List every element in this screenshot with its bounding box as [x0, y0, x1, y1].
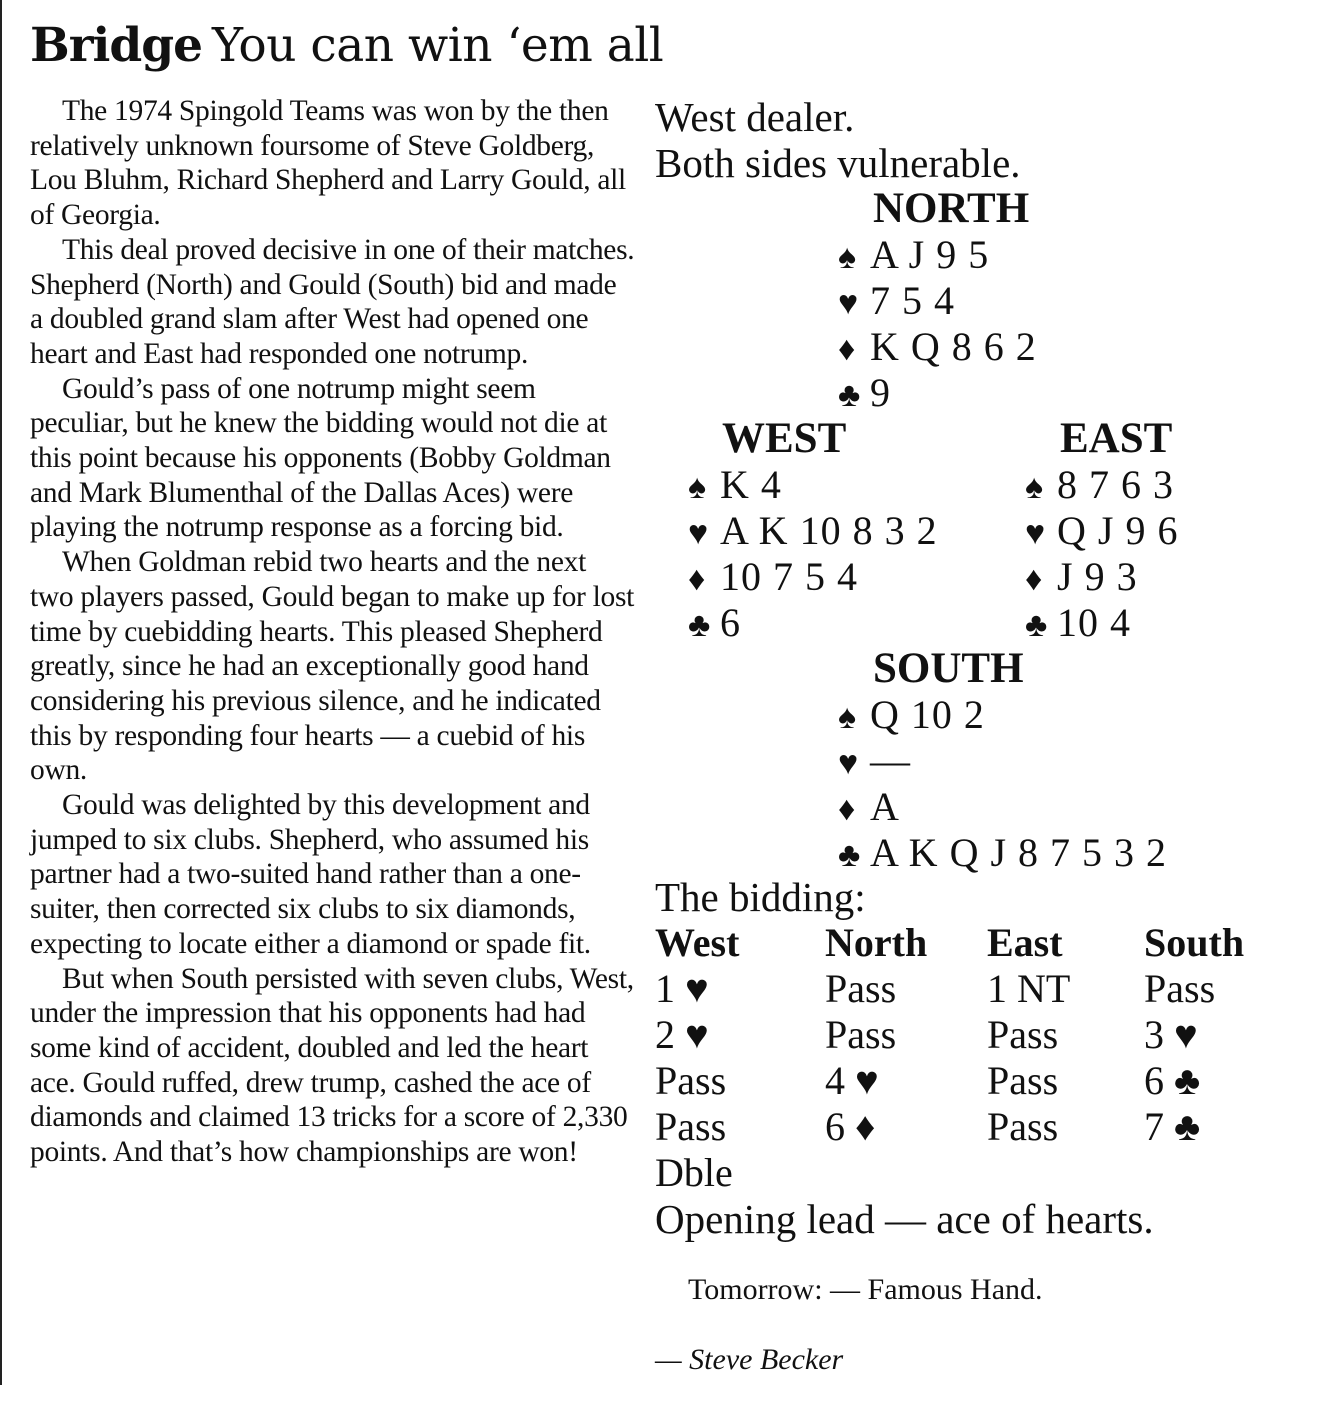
dealer-line: West dealer.: [655, 94, 855, 140]
heart-icon: ♥: [1025, 515, 1047, 552]
north-diamonds: [838, 324, 1037, 373]
bidding-header-east: East: [987, 920, 1063, 965]
west-diamonds-cards: 10 7 5 4: [720, 554, 858, 599]
club-icon: ♣: [688, 607, 712, 644]
vulnerability-line: Both sides vulnerable.: [655, 140, 1021, 186]
south-diamonds-cards: A: [870, 784, 900, 829]
bid-cell: 6 ♦: [825, 1104, 876, 1149]
spade-icon: ♠: [838, 699, 858, 736]
west-clubs: [688, 600, 741, 649]
article-paragraph: Gould was delighted by this development and jumped to six clubs. Shepherd, who assumed his partner had a two-suited hand rather than a one-suiter, then corrected six clubs to six diamonds, expecting to locate either a diamond or spade fit.: [30, 789, 591, 960]
bid-cell: Pass: [987, 1104, 1059, 1149]
east-clubs-cards: 10 4: [1057, 600, 1131, 645]
south-spades-cards: Q 10 2: [870, 692, 985, 737]
bid-cell: Dble: [655, 1150, 733, 1195]
article-paragraph: This deal proved decisive in one of their matches. Shepherd (North) and Gould (South) bid and made a doubled grand slam after West had opened one heart and East had responded one notrump.: [30, 233, 635, 370]
south-label: SOUTH: [873, 645, 1024, 692]
heart-icon: ♥: [688, 515, 710, 552]
south-clubs: [838, 830, 1167, 879]
article-body: [30, 94, 635, 1170]
bid-cell: Pass: [987, 1058, 1059, 1103]
south-hearts: [838, 738, 911, 787]
diamond-icon: ♦: [838, 791, 857, 828]
east-spades-cards: 8 7 6 3: [1057, 462, 1174, 507]
spade-icon: ♠: [838, 239, 858, 276]
north-spades-cards: A J 9 5: [870, 232, 990, 277]
east-clubs: [1025, 600, 1131, 649]
heart-icon: ♥: [838, 285, 860, 322]
east-label: EAST: [1060, 415, 1173, 462]
bidding-header-north: North: [825, 920, 928, 965]
club-icon: ♣: [838, 377, 862, 414]
diamond-icon: ♦: [838, 331, 857, 368]
east-hearts: [1025, 508, 1178, 557]
headline-kicker: Bridge: [30, 18, 202, 73]
headline: [30, 14, 663, 78]
bid-cell: Pass: [1144, 966, 1216, 1011]
bidding-header-west: West: [655, 920, 740, 965]
column-rule: [0, 0, 2, 1385]
north-hearts: [838, 278, 955, 327]
headline-text: You can win ‘em all: [211, 18, 664, 73]
diamond-icon: ♦: [1025, 561, 1044, 598]
north-diamonds-cards: K Q 8 6 2: [870, 324, 1037, 369]
article-paragraph: When Goldman rebid two hearts and the next two players passed, Gould began to make up for lost time by cuebidding hearts. This pleased Shepherd greatly, since he had an exceptionally good hand considering his previous silence, and he indicated this by responding four hearts — a cuebid of his own.: [30, 546, 635, 787]
east-diamonds: [1025, 554, 1138, 603]
west-spades-cards: K 4: [720, 462, 782, 507]
heart-icon: ♥: [838, 745, 860, 782]
west-clubs-cards: 6: [720, 600, 741, 645]
west-label: WEST: [722, 415, 847, 462]
bid-cell: 7 ♣: [1144, 1104, 1201, 1149]
bidding-title: The bidding:: [655, 874, 866, 920]
west-diamonds: [688, 554, 858, 603]
bidding-header-south: South: [1144, 920, 1245, 965]
spade-icon: ♠: [688, 469, 708, 506]
bid-cell: Pass: [825, 966, 897, 1011]
west-hearts: [688, 508, 938, 557]
south-diamonds: [838, 784, 900, 833]
south-clubs-cards: A K Q J 8 7 5 3 2: [870, 830, 1168, 875]
bid-cell: Pass: [825, 1012, 897, 1057]
east-hearts-cards: Q J 9 6: [1057, 508, 1179, 553]
bid-cell: Pass: [655, 1058, 727, 1103]
bid-cell: 1 NT: [987, 966, 1071, 1011]
bid-cell: Pass: [655, 1104, 727, 1149]
north-spades: [838, 232, 989, 281]
opening-lead: Opening lead — ace of hearts.: [655, 1196, 1154, 1242]
north-clubs-cards: 9: [870, 370, 891, 415]
bid-cell: 1 ♥: [655, 966, 709, 1011]
club-icon: ♣: [1025, 607, 1049, 644]
article-paragraph: But when South persisted with seven clubs, West, under the impression that his opponents had had some kind of accident, doubled and led the heart ace. Gould ruffed, drew trump, cashed the ace of diamonds and claimed 13 tricks for a score of 2,330 points. And that’s how championships are won!: [30, 962, 634, 1169]
south-hearts-cards: —: [870, 738, 911, 783]
west-hearts-cards: A K 10 8 3 2: [720, 508, 938, 553]
east-spades: [1025, 462, 1174, 511]
west-spades: [688, 462, 782, 511]
bid-cell: 2 ♥: [655, 1012, 709, 1057]
south-spades: [838, 692, 985, 741]
bid-cell: 4 ♥: [825, 1058, 879, 1103]
bid-cell: 3 ♥: [1144, 1012, 1198, 1057]
east-diamonds-cards: J 9 3: [1057, 554, 1138, 599]
north-clubs: [838, 370, 891, 419]
byline: — Steve Becker: [655, 1343, 844, 1376]
north-label: NORTH: [873, 185, 1030, 232]
tomorrow-note: Tomorrow: — Famous Hand.: [688, 1273, 1043, 1306]
article-paragraph: The 1974 Spingold Teams was won by the then relatively unknown foursome of Steve Goldberg, Lou Bluhm, Richard Shepherd and Larry Gould, all of Georgia.: [30, 95, 626, 232]
spade-icon: ♠: [1025, 469, 1045, 506]
diamond-icon: ♦: [688, 561, 707, 598]
bid-cell: Pass: [987, 1012, 1059, 1057]
article-paragraph: Gould’s pass of one notrump might seem peculiar, but he knew the bidding would not die at this point because his opponents (Bobby Goldman and Mark Blumenthal of the Dallas Aces) were playing the notrump response as a forcing bid.: [30, 372, 611, 544]
north-hearts-cards: 7 5 4: [870, 278, 955, 323]
bid-cell: 6 ♣: [1144, 1058, 1201, 1103]
club-icon: ♣: [838, 837, 862, 874]
